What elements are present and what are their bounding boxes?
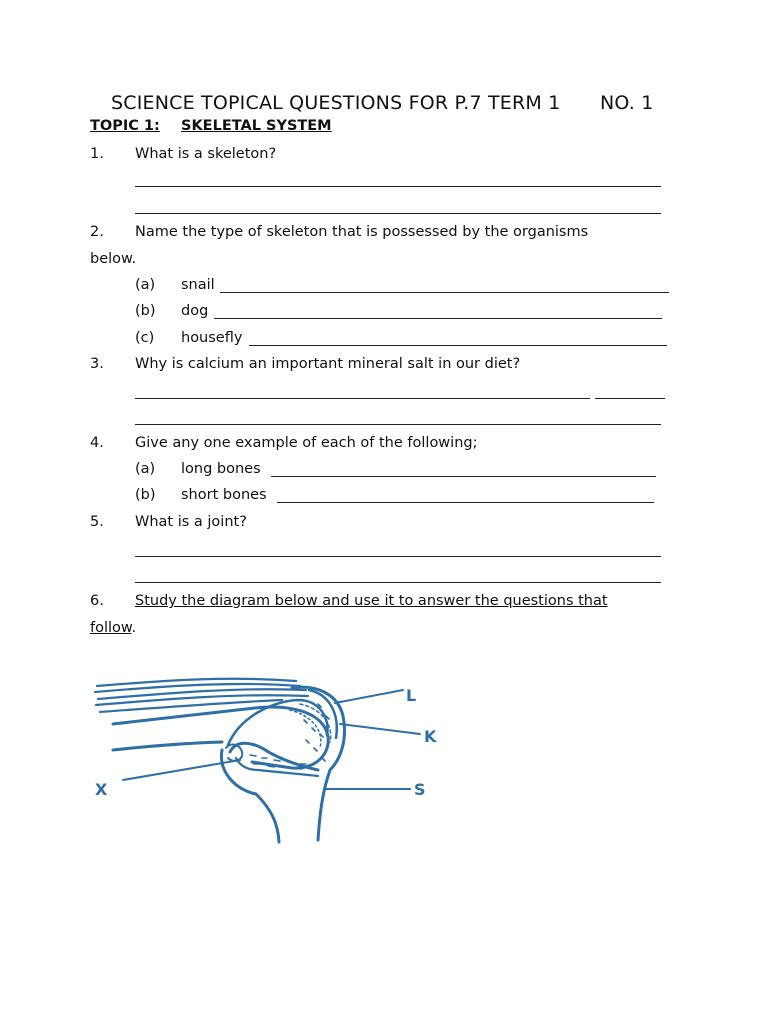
pointer-K	[340, 724, 420, 734]
q2b-text: dog	[181, 303, 209, 319]
q1-number: 1.	[90, 146, 104, 162]
q4b-label: (b)	[135, 487, 156, 503]
q2a-text: snail	[181, 277, 215, 293]
label-S: S	[414, 780, 426, 799]
q2b-label: (b)	[135, 303, 156, 319]
q5-number: 5.	[90, 514, 104, 530]
label-X: X	[95, 780, 108, 799]
q2-text: Name the type of skeleton that is possessed by the organisms	[135, 224, 589, 240]
q5-text: What is a joint?	[135, 514, 247, 530]
q6-text-end: .	[131, 620, 137, 636]
q6-text: Study the diagram below and use it to answer the questions that	[135, 593, 608, 609]
q6-number: 6.	[90, 593, 104, 609]
pointer-L	[335, 690, 403, 703]
q4-number: 4.	[90, 435, 104, 451]
q2-text-cont: below.	[90, 251, 137, 267]
q2a-label: (a)	[135, 277, 156, 293]
q2c-label: (c)	[135, 330, 155, 346]
q3-number: 3.	[90, 356, 104, 372]
q1-text: What is a skeleton?	[135, 146, 277, 162]
label-L: L	[406, 686, 417, 705]
page-number: NO. 1	[600, 92, 654, 114]
label-K: K	[424, 727, 437, 746]
q3-text: Why is calcium an important mineral salt in our diet?	[135, 356, 521, 372]
q4a-text: long bones	[181, 461, 261, 477]
topic-name: SKELETAL SYSTEM	[181, 118, 332, 134]
page-title: SCIENCE TOPICAL QUESTIONS FOR P.7 TERM 1	[111, 92, 561, 114]
pointer-X	[123, 760, 240, 780]
q4b-text: short bones	[181, 487, 267, 503]
q2c-text: housefly	[181, 330, 243, 346]
q4-text: Give any one example of each of the following;	[135, 435, 478, 451]
q6-text-cont: follow	[90, 620, 132, 636]
q4a-label: (a)	[135, 461, 156, 477]
q2-number: 2.	[90, 224, 104, 240]
topic-prefix: TOPIC 1:	[90, 118, 160, 134]
